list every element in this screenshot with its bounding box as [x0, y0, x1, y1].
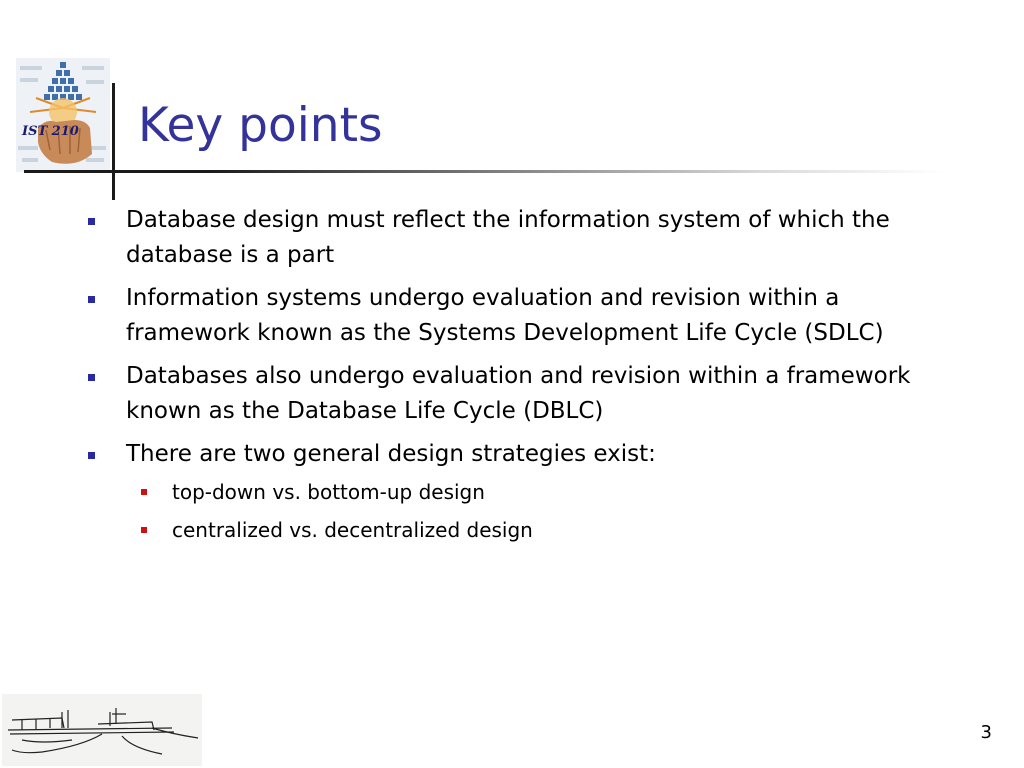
bullet-text: There are two general design strategies exist:: [126, 441, 656, 467]
slide-title: Key points: [138, 98, 383, 153]
logo-label: IST 210: [22, 124, 79, 139]
title-vertical-rule: [112, 83, 115, 200]
bullet-square-icon: [88, 296, 95, 303]
page-number: 3: [980, 722, 992, 743]
sub-bullet-text: top-down vs. bottom-up design: [172, 480, 485, 504]
bullet-item: [86, 359, 936, 429]
sub-bullet-square-icon: [141, 489, 147, 495]
bullet-item: [86, 281, 936, 351]
bullet-content: [86, 203, 936, 554]
sub-bullet-list: [126, 476, 936, 546]
bullet-text: Database design must reflect the information system of which the database is a part: [126, 207, 890, 268]
bullet-square-icon: [88, 218, 95, 225]
bullet-square-icon: [88, 452, 95, 459]
sub-bullet-text: centralized vs. decentralized design: [172, 518, 533, 542]
hand-holding-database-icon: [16, 58, 110, 172]
bullet-text: Databases also undergo evaluation and revision within a framework known as the Database Life Cycle (DBLC): [126, 363, 911, 424]
sub-bullet-item: [126, 476, 936, 508]
building-sketch-icon: [2, 694, 202, 766]
bullet-item: [86, 437, 936, 546]
title-horizontal-rule: [24, 170, 944, 173]
sub-bullet-square-icon: [141, 527, 147, 533]
bullet-list: [86, 203, 936, 546]
bullet-text: Information systems undergo evaluation and revision within a framework known as the Systems Development Life Cycle (SDLC): [126, 285, 884, 346]
bullet-item: [86, 203, 936, 273]
sub-bullet-item: [126, 514, 936, 546]
bullet-square-icon: [88, 374, 95, 381]
